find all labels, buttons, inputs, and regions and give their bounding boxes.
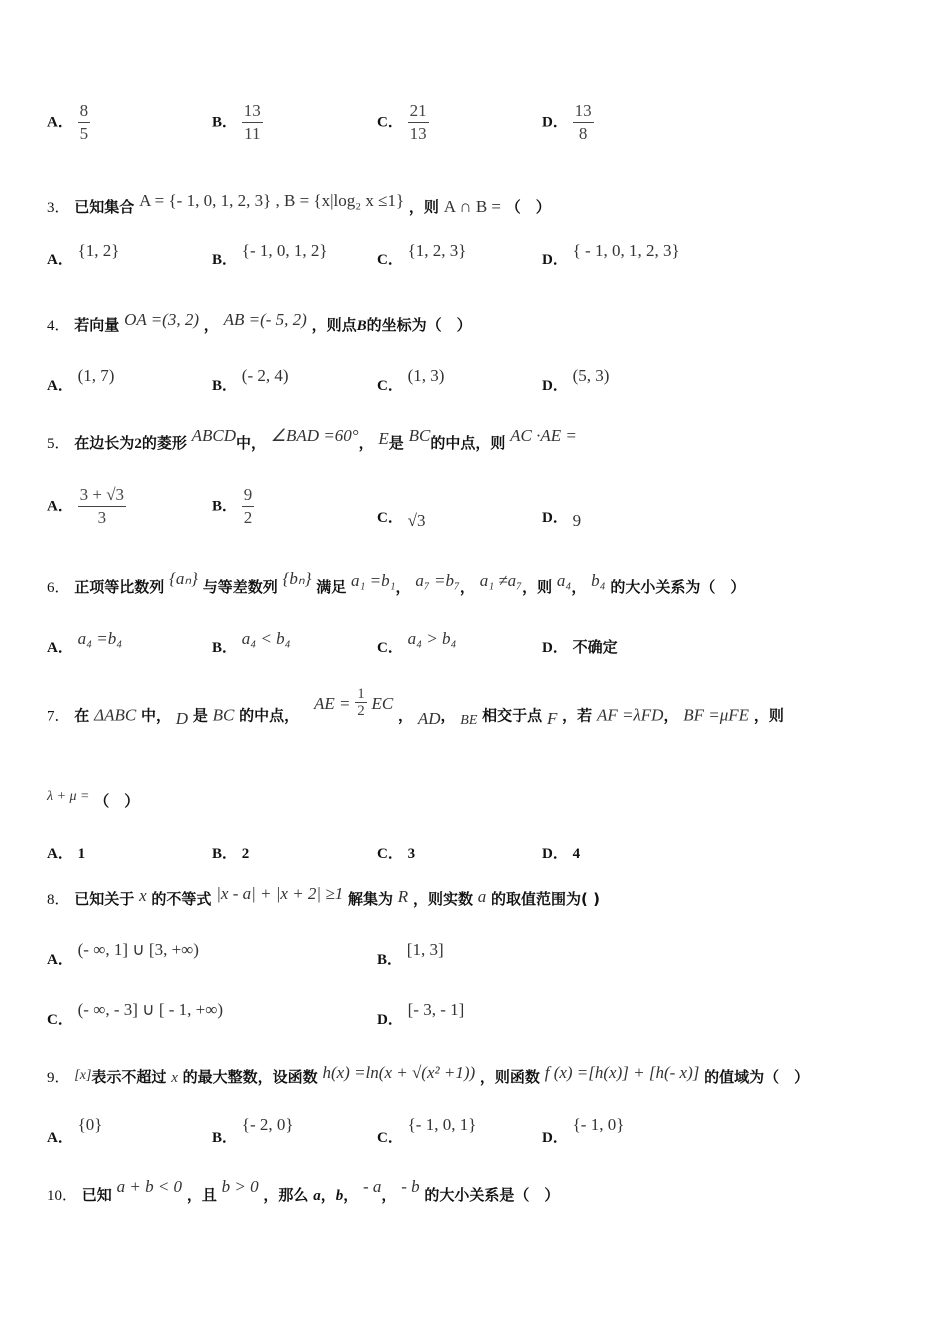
q3-option-a[interactable]: A． {1, 2} (47, 241, 120, 268)
question-3: 3． 已知集合 A = {- 1, 0, 1, 2, 3} , B = {x|log₂ x ≤1} ，则 A ∩ B = （ ） (47, 191, 551, 216)
question-4: 4． 若向量 OA =(3, 2) ， AB =(- 5, 2) ，则点B的坐标为（ ） (47, 310, 472, 334)
q2-option-d[interactable] (542, 100, 594, 145)
q7-option-b[interactable]: B． 2 (212, 846, 250, 862)
option-label: A． (47, 114, 73, 131)
question-6: 6． 正项等比数列 {aₙ} 与等差数列 {bₙ} 满足 a₁ =b₁， a₇ =b₇， a₁ ≠a₇，则 a₄， b₄ 的大小关系为（ ） (47, 569, 746, 596)
q6-option-d[interactable]: D． 不确定 (542, 638, 618, 656)
q3-option-d[interactable]: D． { - 1, 0, 1, 2, 3} (542, 241, 680, 268)
q2-option-a[interactable] (47, 100, 90, 145)
question-7-continued: λ + μ = （ ） (47, 789, 140, 810)
q8-option-d[interactable]: D． [- 3, - 1] (377, 1000, 465, 1028)
q7-option-c[interactable]: C． 3 (377, 846, 416, 862)
q4-option-d[interactable]: D． (5, 3) (542, 366, 610, 394)
q3-option-c[interactable]: C． {1, 2, 3} (377, 241, 467, 268)
q5-option-d[interactable]: D． 9 (542, 510, 582, 530)
q6-option-b[interactable]: B． a₄ < b₄ (212, 629, 291, 656)
question-10: 10． 已知 a + b < 0 ，且 b > 0 ，那么 a，b， - a， - b 的大小关系是（ ） (47, 1177, 560, 1204)
q9-option-b[interactable]: B． {- 2, 0} (212, 1115, 294, 1146)
q9-option-d[interactable]: D． {- 1, 0} (542, 1115, 625, 1146)
question-8: 8． 已知关于 x 的不等式 |x - a| + |x + 2| ≥1 解集为 R ，则实数 a 的取值范围为( ) (47, 884, 600, 908)
fraction: $\frac{9}{2}$ (243, 485, 253, 527)
q6-option-a[interactable]: A． a₄ =b₄ (47, 629, 123, 656)
q8-option-a[interactable]: A． (- ∞, 1] ∪ [3, +∞) (47, 940, 199, 968)
question-7: 7． 在 ΔABC 中， D 是 BC 的中点， AE = $\frac{1}{2}$ EC ， AD， BE 相交于点 F ，若 AF =λFD， BF =μFE ，则 (47, 686, 784, 728)
q2-option-c[interactable] (377, 100, 429, 145)
q3-option-b[interactable]: B． {- 1, 0, 1, 2} (212, 241, 328, 268)
option-label: D． (542, 114, 568, 131)
math-expression: OA =(3, 2) (124, 310, 199, 329)
q9-option-c[interactable]: C． {- 1, 0, 1} (377, 1115, 477, 1146)
q5-option-a[interactable]: A． $\frac{3 + √3}{3}$ (47, 485, 125, 527)
q9-option-a[interactable]: A． {0} (47, 1115, 103, 1146)
fraction: $\frac{21}{13}$ (409, 101, 427, 143)
q2-option-b[interactable] (212, 100, 263, 145)
q5-option-c[interactable]: C． √3 (377, 510, 426, 530)
q8-option-c[interactable]: C． (- ∞, - 3] ∪ [ - 1, +∞) (47, 1000, 224, 1028)
q5-option-b[interactable]: B． $\frac{9}{2}$ (212, 485, 253, 527)
option-label: B． (212, 114, 238, 131)
q7-option-a[interactable]: A． 1 (47, 846, 86, 862)
q4-option-a[interactable]: A． (1, 7) (47, 366, 115, 394)
fraction: $\frac{13}{8}$ (574, 101, 592, 143)
fraction: $\frac{3 + √3}{3}$ (79, 485, 125, 527)
q4-option-c[interactable]: C． (1, 3) (377, 366, 445, 394)
fraction: $\frac{8}{5}$ (79, 101, 89, 143)
math-expression: AB =(- 5, 2) (223, 310, 307, 329)
q8-option-b[interactable]: B． [1, 3] (377, 940, 444, 968)
math-expression: A ∩ B = (443, 197, 502, 216)
option-label: C． (377, 114, 403, 131)
q6-option-c[interactable]: C． a₄ > b₄ (377, 629, 457, 656)
math-expression: A = {- 1, 0, 1, 2, 3} , B = {x|log₂ x ≤1} (139, 191, 405, 210)
q4-option-b[interactable]: B． (- 2, 4) (212, 366, 289, 394)
q7-option-d[interactable]: D． 4 (542, 846, 581, 862)
question-5: 5． 在边长为2的菱形 ABCD中， ∠BAD =60°， E是 BC的中点，则 AC ·AE = (47, 426, 577, 452)
question-9: 9． [x]表示不超过 x 的最大整数，设函数 h(x) =ln(x + √(x² +1)) ，则函数 f (x) =[h(x)] + [h(- x)] 的值域为（ ） (47, 1063, 810, 1086)
fraction: $\frac{13}{11}$ (243, 101, 261, 143)
fraction: $\frac{1}{2}$ (357, 686, 365, 719)
